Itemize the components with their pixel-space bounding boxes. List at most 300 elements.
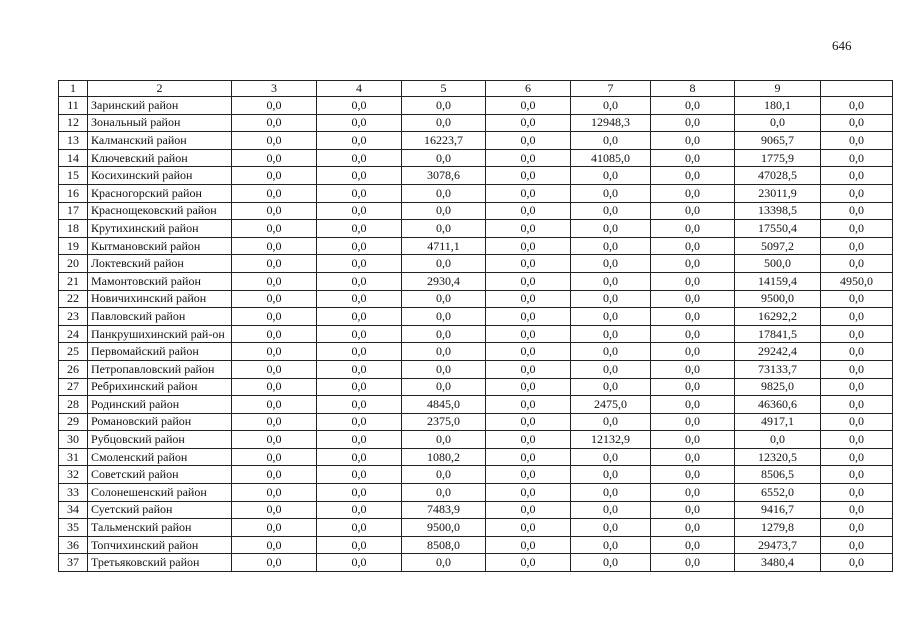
table-row <box>59 360 893 378</box>
district-name-cell: Мамонтовский район <box>88 272 232 290</box>
value-cell: 0,0 <box>651 220 735 238</box>
value-cell: 0,0 <box>402 325 486 343</box>
row-number-cell: 12 <box>59 114 88 132</box>
district-name-cell: Суетский район <box>88 501 232 519</box>
value-cell: 12320,5 <box>735 448 821 466</box>
header-cell: 5 <box>402 81 486 97</box>
value-cell: 0,0 <box>571 484 651 502</box>
value-cell: 0,0 <box>571 272 651 290</box>
value-cell: 0,0 <box>232 396 317 414</box>
value-cell: 0,0 <box>486 484 571 502</box>
value-cell: 0,0 <box>232 308 317 326</box>
value-cell: 0,0 <box>232 536 317 554</box>
value-cell: 4950,0 <box>821 272 893 290</box>
table-row <box>59 466 893 484</box>
value-cell: 0,0 <box>571 308 651 326</box>
value-cell: 0,0 <box>571 519 651 537</box>
district-name-cell: Павловский район <box>88 308 232 326</box>
district-name-cell: Ребрихинский район <box>88 378 232 396</box>
table-row <box>59 220 893 238</box>
row-number-cell: 36 <box>59 536 88 554</box>
value-cell: 0,0 <box>232 220 317 238</box>
value-cell: 0,0 <box>651 149 735 167</box>
table-row <box>59 484 893 502</box>
value-cell: 9825,0 <box>735 378 821 396</box>
value-cell: 0,0 <box>317 536 402 554</box>
value-cell: 0,0 <box>317 184 402 202</box>
value-cell: 17550,4 <box>735 220 821 238</box>
value-cell: 0,0 <box>571 466 651 484</box>
value-cell: 0,0 <box>486 360 571 378</box>
row-number-cell: 17 <box>59 202 88 220</box>
table-row <box>59 132 893 150</box>
value-cell: 0,0 <box>651 290 735 308</box>
value-cell: 0,0 <box>735 114 821 132</box>
value-cell: 0,0 <box>317 378 402 396</box>
value-cell: 0,0 <box>651 466 735 484</box>
value-cell: 1775,9 <box>735 149 821 167</box>
value-cell: 0,0 <box>651 325 735 343</box>
value-cell: 0,0 <box>651 519 735 537</box>
table-row <box>59 396 893 414</box>
district-name-cell: Локтевский район <box>88 255 232 273</box>
value-cell: 0,0 <box>317 237 402 255</box>
value-cell: 0,0 <box>821 343 893 361</box>
value-cell: 0,0 <box>651 343 735 361</box>
value-cell: 0,0 <box>232 501 317 519</box>
value-cell: 0,0 <box>486 255 571 273</box>
value-cell: 0,0 <box>486 149 571 167</box>
value-cell: 17841,5 <box>735 325 821 343</box>
value-cell: 0,0 <box>486 501 571 519</box>
value-cell: 0,0 <box>821 97 893 115</box>
district-name-cell: Рубцовский район <box>88 431 232 449</box>
value-cell: 0,0 <box>317 167 402 185</box>
value-cell: 0,0 <box>571 554 651 572</box>
header-cell <box>821 81 893 97</box>
value-cell: 0,0 <box>232 431 317 449</box>
value-cell: 0,0 <box>232 554 317 572</box>
district-name-cell: Тальменский район <box>88 519 232 537</box>
value-cell: 0,0 <box>486 167 571 185</box>
district-name-cell: Советский район <box>88 466 232 484</box>
value-cell: 0,0 <box>402 343 486 361</box>
row-number-cell: 30 <box>59 431 88 449</box>
value-cell: 0,0 <box>571 448 651 466</box>
value-cell: 0,0 <box>232 519 317 537</box>
value-cell: 7483,9 <box>402 501 486 519</box>
value-cell: 0,0 <box>571 202 651 220</box>
value-cell: 0,0 <box>486 184 571 202</box>
district-name-cell: Петропавловский район <box>88 360 232 378</box>
value-cell: 0,0 <box>821 484 893 502</box>
value-cell: 0,0 <box>232 132 317 150</box>
district-name-cell: Родинский район <box>88 396 232 414</box>
row-number-cell: 23 <box>59 308 88 326</box>
value-cell: 0,0 <box>317 343 402 361</box>
value-cell: 0,0 <box>571 184 651 202</box>
header-cell: 7 <box>571 81 651 97</box>
value-cell: 0,0 <box>486 448 571 466</box>
district-name-cell: Красногорский район <box>88 184 232 202</box>
value-cell: 0,0 <box>571 360 651 378</box>
table-row <box>59 501 893 519</box>
table-row <box>59 343 893 361</box>
value-cell: 47028,5 <box>735 167 821 185</box>
value-cell: 0,0 <box>402 360 486 378</box>
value-cell: 0,0 <box>651 448 735 466</box>
table-row <box>59 290 893 308</box>
header-cell: 9 <box>735 81 821 97</box>
value-cell: 0,0 <box>651 484 735 502</box>
value-cell: 0,0 <box>317 202 402 220</box>
table-row <box>59 184 893 202</box>
value-cell: 0,0 <box>651 184 735 202</box>
value-cell: 0,0 <box>486 290 571 308</box>
district-name-cell: Ключевский район <box>88 149 232 167</box>
district-name-cell: Первомайский район <box>88 343 232 361</box>
table-row <box>59 413 893 431</box>
value-cell: 0,0 <box>651 255 735 273</box>
value-cell: 14159,4 <box>735 272 821 290</box>
value-cell: 5097,2 <box>735 237 821 255</box>
value-cell: 0,0 <box>317 431 402 449</box>
value-cell: 1279,8 <box>735 519 821 537</box>
value-cell: 46360,6 <box>735 396 821 414</box>
value-cell: 0,0 <box>651 272 735 290</box>
value-cell: 0,0 <box>651 413 735 431</box>
value-cell: 0,0 <box>402 431 486 449</box>
value-cell: 4711,1 <box>402 237 486 255</box>
value-cell: 0,0 <box>821 396 893 414</box>
value-cell: 0,0 <box>571 378 651 396</box>
row-number-cell: 15 <box>59 167 88 185</box>
value-cell: 0,0 <box>651 536 735 554</box>
value-cell: 0,0 <box>317 272 402 290</box>
value-cell: 0,0 <box>651 396 735 414</box>
value-cell: 73133,7 <box>735 360 821 378</box>
value-cell: 0,0 <box>571 501 651 519</box>
value-cell: 0,0 <box>821 202 893 220</box>
value-cell: 0,0 <box>486 202 571 220</box>
header-cell: 6 <box>486 81 571 97</box>
value-cell: 0,0 <box>317 396 402 414</box>
value-cell: 0,0 <box>317 97 402 115</box>
table-row <box>59 167 893 185</box>
header-cell: 4 <box>317 81 402 97</box>
table-row <box>59 378 893 396</box>
value-cell: 0,0 <box>317 308 402 326</box>
value-cell: 0,0 <box>317 484 402 502</box>
row-number-cell: 22 <box>59 290 88 308</box>
value-cell: 13398,5 <box>735 202 821 220</box>
value-cell: 0,0 <box>651 237 735 255</box>
value-cell: 0,0 <box>821 431 893 449</box>
table-header-row <box>59 81 893 97</box>
value-cell: 0,0 <box>317 466 402 484</box>
value-cell: 0,0 <box>821 519 893 537</box>
district-name-cell: Панкрушихинский рай-он <box>88 325 232 343</box>
value-cell: 9416,7 <box>735 501 821 519</box>
row-number-cell: 25 <box>59 343 88 361</box>
value-cell: 0,0 <box>232 167 317 185</box>
value-cell: 0,0 <box>486 272 571 290</box>
value-cell: 9500,0 <box>402 519 486 537</box>
value-cell: 0,0 <box>486 343 571 361</box>
value-cell: 0,0 <box>571 97 651 115</box>
district-name-cell: Косихинский район <box>88 167 232 185</box>
value-cell: 2930,4 <box>402 272 486 290</box>
row-number-cell: 27 <box>59 378 88 396</box>
row-number-cell: 20 <box>59 255 88 273</box>
row-number-cell: 21 <box>59 272 88 290</box>
value-cell: 0,0 <box>821 466 893 484</box>
table-row <box>59 149 893 167</box>
value-cell: 0,0 <box>571 325 651 343</box>
value-cell: 0,0 <box>651 378 735 396</box>
value-cell: 1080,2 <box>402 448 486 466</box>
value-cell: 8508,0 <box>402 536 486 554</box>
value-cell: 0,0 <box>317 290 402 308</box>
value-cell: 0,0 <box>821 501 893 519</box>
value-cell: 0,0 <box>821 360 893 378</box>
value-cell: 0,0 <box>821 325 893 343</box>
value-cell: 0,0 <box>232 325 317 343</box>
value-cell: 0,0 <box>486 396 571 414</box>
table-row <box>59 272 893 290</box>
value-cell: 0,0 <box>402 484 486 502</box>
table-row <box>59 519 893 537</box>
value-cell: 0,0 <box>571 413 651 431</box>
district-name-cell: Крутихинский район <box>88 220 232 238</box>
value-cell: 0,0 <box>232 378 317 396</box>
value-cell: 0,0 <box>821 114 893 132</box>
value-cell: 0,0 <box>317 554 402 572</box>
value-cell: 0,0 <box>486 519 571 537</box>
value-cell: 0,0 <box>402 308 486 326</box>
value-cell: 0,0 <box>232 343 317 361</box>
district-name-cell: Краснощековский район <box>88 202 232 220</box>
header-cell: 1 <box>59 81 88 97</box>
table-row <box>59 97 893 115</box>
value-cell: 0,0 <box>821 448 893 466</box>
page-number: 646 <box>832 38 852 53</box>
value-cell: 0,0 <box>821 237 893 255</box>
district-name-cell: Новичихинский район <box>88 290 232 308</box>
value-cell: 16223,7 <box>402 132 486 150</box>
row-number-cell: 18 <box>59 220 88 238</box>
value-cell: 0,0 <box>317 220 402 238</box>
row-number-cell: 13 <box>59 132 88 150</box>
value-cell: 0,0 <box>486 308 571 326</box>
value-cell: 0,0 <box>317 360 402 378</box>
value-cell: 0,0 <box>571 237 651 255</box>
value-cell: 0,0 <box>821 554 893 572</box>
value-cell: 0,0 <box>486 114 571 132</box>
value-cell: 0,0 <box>651 114 735 132</box>
value-cell: 0,0 <box>486 325 571 343</box>
value-cell: 16292,2 <box>735 308 821 326</box>
value-cell: 0,0 <box>232 290 317 308</box>
value-cell: 0,0 <box>651 308 735 326</box>
value-cell: 0,0 <box>651 431 735 449</box>
row-number-cell: 35 <box>59 519 88 537</box>
value-cell: 0,0 <box>486 378 571 396</box>
table-row <box>59 308 893 326</box>
value-cell: 0,0 <box>402 184 486 202</box>
value-cell: 0,0 <box>232 149 317 167</box>
table-row <box>59 255 893 273</box>
value-cell: 0,0 <box>821 255 893 273</box>
value-cell: 0,0 <box>402 466 486 484</box>
district-name-cell: Кытмановский район <box>88 237 232 255</box>
value-cell: 500,0 <box>735 255 821 273</box>
value-cell: 0,0 <box>486 554 571 572</box>
table-row <box>59 325 893 343</box>
value-cell: 0,0 <box>486 97 571 115</box>
value-cell: 0,0 <box>317 255 402 273</box>
header-cell: 2 <box>88 81 232 97</box>
value-cell: 0,0 <box>571 290 651 308</box>
value-cell: 0,0 <box>651 360 735 378</box>
row-number-cell: 33 <box>59 484 88 502</box>
value-cell: 0,0 <box>232 484 317 502</box>
value-cell: 180,1 <box>735 97 821 115</box>
value-cell: 4845,0 <box>402 396 486 414</box>
value-cell: 3078,6 <box>402 167 486 185</box>
row-number-cell: 37 <box>59 554 88 572</box>
district-name-cell: Калманский район <box>88 132 232 150</box>
district-name-cell: Заринский район <box>88 97 232 115</box>
value-cell: 0,0 <box>821 167 893 185</box>
value-cell: 0,0 <box>651 202 735 220</box>
table-row <box>59 237 893 255</box>
value-cell: 0,0 <box>571 255 651 273</box>
value-cell: 0,0 <box>821 132 893 150</box>
value-cell: 2375,0 <box>402 413 486 431</box>
row-number-cell: 34 <box>59 501 88 519</box>
value-cell: 0,0 <box>232 114 317 132</box>
value-cell: 23011,9 <box>735 184 821 202</box>
value-cell: 0,0 <box>651 167 735 185</box>
value-cell: 0,0 <box>821 536 893 554</box>
value-cell: 0,0 <box>651 554 735 572</box>
value-cell: 0,0 <box>317 325 402 343</box>
value-cell: 0,0 <box>486 466 571 484</box>
value-cell: 12948,3 <box>571 114 651 132</box>
value-cell: 0,0 <box>232 97 317 115</box>
value-cell: 0,0 <box>402 554 486 572</box>
table-row <box>59 536 893 554</box>
value-cell: 0,0 <box>486 237 571 255</box>
table-row <box>59 431 893 449</box>
value-cell: 0,0 <box>821 184 893 202</box>
value-cell: 0,0 <box>317 149 402 167</box>
value-cell: 0,0 <box>735 431 821 449</box>
value-cell: 0,0 <box>402 202 486 220</box>
row-number-cell: 26 <box>59 360 88 378</box>
value-cell: 0,0 <box>571 167 651 185</box>
header-cell: 3 <box>232 81 317 97</box>
value-cell: 0,0 <box>402 220 486 238</box>
row-number-cell: 29 <box>59 413 88 431</box>
value-cell: 0,0 <box>317 413 402 431</box>
value-cell: 0,0 <box>486 220 571 238</box>
value-cell: 0,0 <box>651 132 735 150</box>
row-number-cell: 24 <box>59 325 88 343</box>
value-cell: 0,0 <box>486 536 571 554</box>
value-cell: 0,0 <box>821 378 893 396</box>
value-cell: 0,0 <box>651 501 735 519</box>
value-cell: 0,0 <box>232 272 317 290</box>
value-cell: 0,0 <box>821 308 893 326</box>
value-cell: 0,0 <box>821 149 893 167</box>
value-cell: 0,0 <box>571 536 651 554</box>
value-cell: 0,0 <box>232 255 317 273</box>
value-cell: 29242,4 <box>735 343 821 361</box>
header-cell: 8 <box>651 81 735 97</box>
value-cell: 0,0 <box>486 132 571 150</box>
table-row <box>59 554 893 572</box>
value-cell: 0,0 <box>232 413 317 431</box>
row-number-cell: 31 <box>59 448 88 466</box>
table-row <box>59 114 893 132</box>
value-cell: 0,0 <box>571 132 651 150</box>
value-cell: 0,0 <box>317 519 402 537</box>
row-number-cell: 28 <box>59 396 88 414</box>
value-cell: 0,0 <box>402 255 486 273</box>
value-cell: 0,0 <box>317 114 402 132</box>
value-cell: 0,0 <box>232 202 317 220</box>
value-cell: 41085,0 <box>571 149 651 167</box>
district-name-cell: Топчихинский район <box>88 536 232 554</box>
row-number-cell: 11 <box>59 97 88 115</box>
value-cell: 9065,7 <box>735 132 821 150</box>
value-cell: 0,0 <box>486 413 571 431</box>
value-cell: 12132,9 <box>571 431 651 449</box>
table-row <box>59 448 893 466</box>
value-cell: 0,0 <box>232 237 317 255</box>
value-cell: 0,0 <box>402 149 486 167</box>
value-cell: 0,0 <box>651 97 735 115</box>
value-cell: 0,0 <box>821 220 893 238</box>
value-cell: 0,0 <box>232 184 317 202</box>
row-number-cell: 19 <box>59 237 88 255</box>
district-name-cell: Смоленский район <box>88 448 232 466</box>
value-cell: 0,0 <box>232 360 317 378</box>
value-cell: 0,0 <box>232 448 317 466</box>
district-table <box>58 80 893 572</box>
district-name-cell: Романовский район <box>88 413 232 431</box>
district-name-cell: Солонешенский район <box>88 484 232 502</box>
value-cell: 29473,7 <box>735 536 821 554</box>
value-cell: 0,0 <box>317 501 402 519</box>
value-cell: 0,0 <box>571 220 651 238</box>
value-cell: 0,0 <box>402 290 486 308</box>
value-cell: 0,0 <box>821 413 893 431</box>
value-cell: 0,0 <box>232 466 317 484</box>
value-cell: 0,0 <box>317 448 402 466</box>
row-number-cell: 32 <box>59 466 88 484</box>
value-cell: 0,0 <box>402 97 486 115</box>
row-number-cell: 14 <box>59 149 88 167</box>
value-cell: 0,0 <box>821 290 893 308</box>
table-row <box>59 202 893 220</box>
value-cell: 8506,5 <box>735 466 821 484</box>
value-cell: 0,0 <box>402 114 486 132</box>
value-cell: 3480,4 <box>735 554 821 572</box>
value-cell: 0,0 <box>571 343 651 361</box>
